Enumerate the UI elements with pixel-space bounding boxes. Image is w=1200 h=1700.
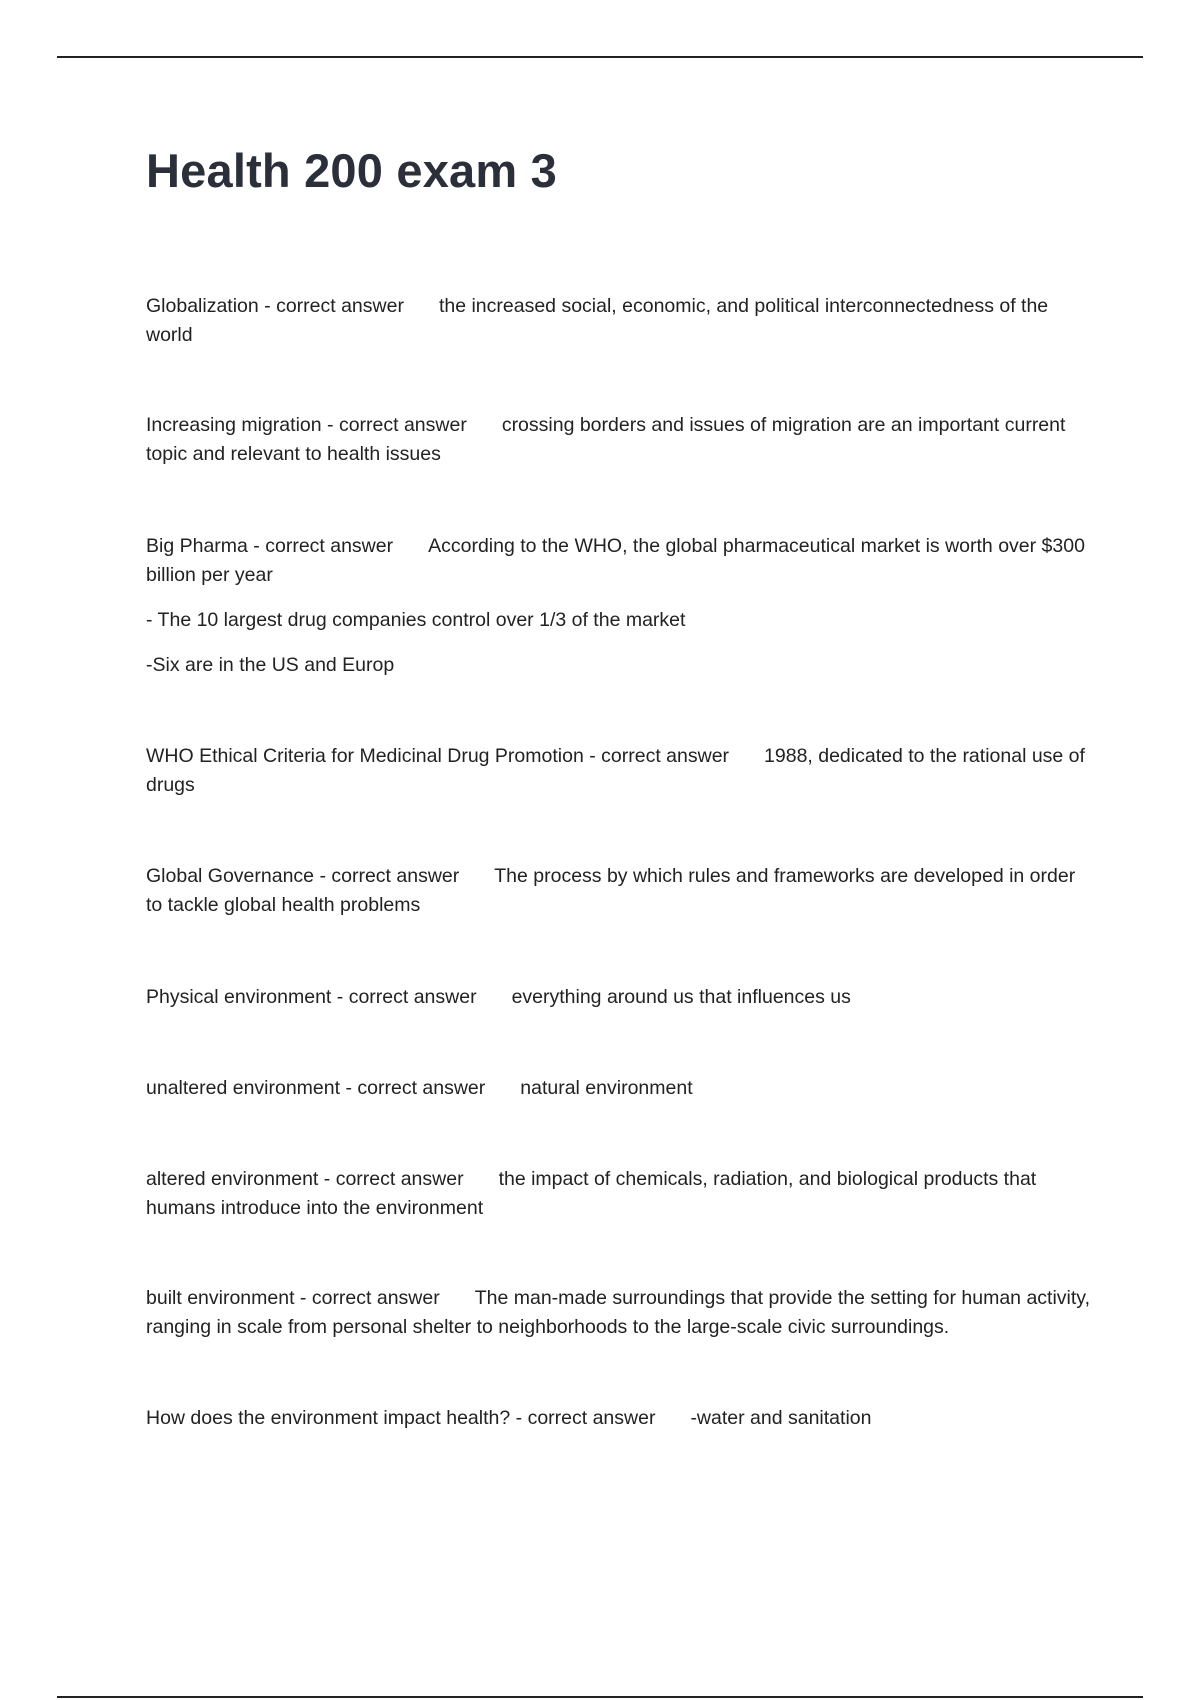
qa-term: built environment - correct answer xyxy=(146,1287,440,1309)
qa-card-globalization xyxy=(146,292,1096,350)
qa-extra-line: -Six are in the US and Europ xyxy=(146,654,395,676)
qa-term: Increasing migration - correct answer xyxy=(146,414,467,436)
qa-line xyxy=(146,1284,1096,1342)
qa-extra-line: - The 10 largest drug companies control over 1/3 of the market xyxy=(146,609,686,631)
qa-answer: the impact of chemicals, radiation, and biological products that humans introduce into the environment xyxy=(146,1168,1037,1219)
qa-line xyxy=(146,292,1096,350)
qa-answer: natural environment xyxy=(520,1077,693,1099)
qa-term: Global Governance - correct answer xyxy=(146,865,460,887)
qa-answer: the increased social, economic, and political interconnectedness of the world xyxy=(146,295,1049,346)
qa-answer: crossing borders and issues of migration are an important current topic and relevant to health issues xyxy=(146,414,1066,465)
qa-answer: The process by which rules and frameworks are developed in order to tackle global health problems xyxy=(146,865,1076,916)
qa-term: unaltered environment - correct answer xyxy=(146,1077,486,1099)
qa-term: altered environment - correct answer xyxy=(146,1168,464,1190)
qa-card-built-environment xyxy=(146,1284,1096,1342)
bottom-rule xyxy=(57,1696,1143,1698)
qa-term: Globalization - correct answer xyxy=(146,295,404,317)
qa-line xyxy=(146,411,1096,469)
qa-term: WHO Ethical Criteria for Medicinal Drug Promotion - correct answer xyxy=(146,745,730,767)
qa-answer: -water and sanitation xyxy=(690,1407,872,1429)
qa-line xyxy=(146,532,1096,590)
qa-line xyxy=(146,1074,1096,1103)
qa-answer: 1988, dedicated to the rational use of drugs xyxy=(146,745,1085,796)
qa-term: Big Pharma - correct answer xyxy=(146,535,394,557)
qa-term: How does the environment impact health? - correct answer xyxy=(146,1407,656,1429)
qa-line xyxy=(146,1165,1096,1223)
qa-answer: everything around us that influences us xyxy=(511,986,851,1008)
qa-card-altered-environment xyxy=(146,1165,1096,1223)
qa-card-big-pharma xyxy=(146,532,1096,680)
qa-line xyxy=(146,742,1096,800)
qa-answer: The man-made surroundings that provide the setting for human activity, ranging in scale from personal shelter to neighborhoods to the large-scale civic surroundings. xyxy=(146,1287,1091,1338)
qa-card-unaltered-environment xyxy=(146,1074,1096,1103)
qa-term: Physical environment - correct answer xyxy=(146,986,477,1008)
qa-card-increasing-migration xyxy=(146,411,1096,469)
qa-line xyxy=(146,1404,1096,1433)
qa-line xyxy=(146,862,1096,920)
qa-card-global-governance xyxy=(146,862,1096,920)
qa-card-who-ethical-criteria xyxy=(146,742,1096,800)
top-rule xyxy=(57,56,1143,58)
qa-line xyxy=(146,983,1096,1012)
qa-card-physical-environment xyxy=(146,983,1096,1012)
qa-card-environment-impact-health xyxy=(146,1404,1096,1433)
page-title: Health 200 exam 3 xyxy=(146,144,557,197)
qa-answer: According to the WHO, the global pharmaceutical market is worth over $300 billion per year xyxy=(146,535,1085,586)
